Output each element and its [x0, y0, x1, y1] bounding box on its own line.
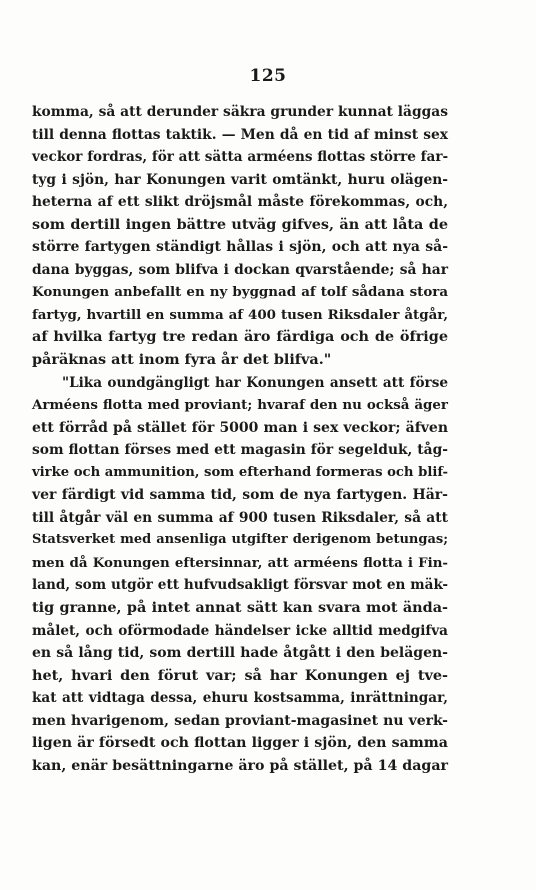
text-line: till denna flottas taktik. — Men då en tid af minst sex	[32, 126, 448, 143]
text-line: "Lika oundgängligt har Konungen ansett att förse	[62, 374, 448, 391]
text-line: Statsverket med ansenliga utgifter derigenom betungas;	[32, 532, 448, 548]
text-line: påräknas att inom fyra år det blifva."	[32, 351, 332, 369]
text-line: virke och ammunition, som efterhand formeras och blif-	[32, 464, 449, 480]
text-line: målet, och oförmodade händelser icke alltid medgifva	[32, 622, 448, 639]
text-line: dana byggas, som blifva i dockan qvarstående; så har	[32, 261, 448, 278]
text-line: ver färdigt vid samma tid, som de nya fartygen. Här-	[32, 487, 448, 504]
text-line: som dertill ingen bättre utväg gifves, än att låta de	[32, 215, 448, 233]
text-line: kat att vidtaga dessa, ehuru kostsamma, inrättningar,	[32, 690, 448, 707]
text-line: som flottan förses med ett magasin för segelduk, tåg-	[32, 442, 448, 459]
text-line: heterna af ett slikt dröjsmål måste förekommas, och,	[32, 194, 448, 211]
text-line: veckor fordras, för att sätta arméens flottas större far-	[32, 149, 449, 166]
text-line: het, hvari den förut var; så har Konungen ej tve-	[32, 666, 448, 684]
text-line: till åtgår väl en summa af 900 tusen Riksdaler, så att	[32, 509, 448, 526]
text-line: men då Konungen eftersinnar, att arméens flotta i Fin-	[32, 554, 448, 571]
text-line: fartyg, hvartill en summa af 400 tusen Riksdaler åtgår,	[32, 306, 448, 323]
text-line: kan, enär besättningarne äro på stället, på 14 dagar	[32, 757, 448, 774]
text-line: af hvilka fartyg tre redan äro färdiga och de öfrige	[32, 328, 448, 346]
text-line: ligen är försedt och flottan ligger i sjön, den samma	[32, 735, 448, 752]
text-line: Konungen anbefallt en ny byggnad af tolf sådana stora	[32, 284, 448, 301]
text-line: men hvarigenom, sedan proviant-magasinet nu verk-	[32, 712, 448, 729]
text-line: större fartygen ständigt hållas i sjön, och att nya så-	[32, 239, 448, 256]
text-line: komma, så att derunder säkra grunder kunnat läggas	[32, 104, 448, 120]
text-line: tyg i sjön, har Konungen varit omtänkt, huru olägen-	[32, 171, 448, 188]
text-line: tig granne, på intet annat sätt kan svara mot ända-	[32, 599, 448, 617]
page-number: 125	[249, 66, 287, 86]
body-text	[32, 101, 448, 777]
text-line: land, som utgör ett hufvudsakligt försvar mot en mäk-	[32, 577, 448, 594]
text-line: en så lång tid, som dertill hade åtgått i den belägen-	[32, 645, 448, 662]
text-line: ett förråd på stället för 5000 man i sex veckor; äfven	[32, 419, 448, 436]
text-line: Arméens flotta med proviant; hvaraf den nu också äger	[32, 397, 448, 414]
